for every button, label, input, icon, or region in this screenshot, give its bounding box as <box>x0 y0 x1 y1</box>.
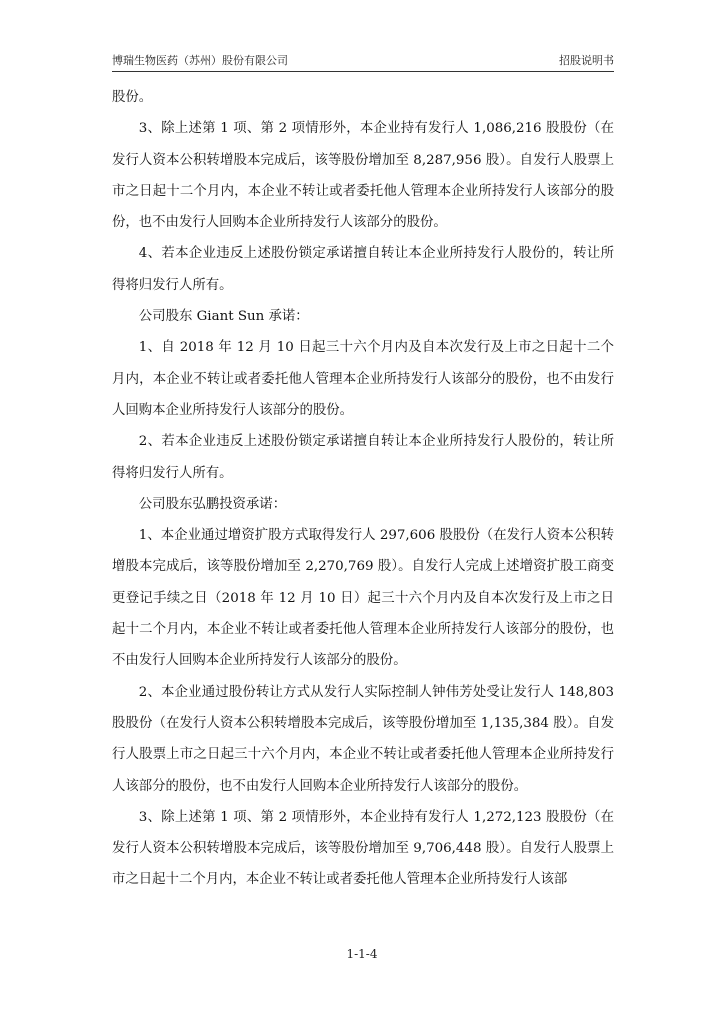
document-body <box>112 82 614 896</box>
paragraph-giant-sun-item-2: 2、若本企业违反上述股份锁定承诺擅自转让本企业所持发行人股份的，转让所得将归发行人所有。 <box>112 434 614 481</box>
paragraph-hongpeng-item-3: 3、除上述第 1 项、第 2 项情形外，本企业持有发行人 1,272,123 股股份（在发行人资本公积转增股本完成后，该等股份增加至 9,706,448 股）。自发行人股票上市之日起十二个月内，本企业不转让或者委托他人管理本企业所持发行人该部 <box>112 809 614 888</box>
paragraph-hongpeng-item-1: 1、本企业通过增资扩股方式取得发行人 297,606 股股份（在发行人资本公积转增股本完成后，该等股份增加至 2,270,769 股）。自发行人完成上述增资扩股工商变更登记手续之日（2018 年 12 月 10 日）起三十六个月内及自本次发行及上市之日起十二个月内，本企业不转让或者委托他人管理本企业所持发行人该部分的股份，也不由发行人回购本企业所持发行人该部分的股份。 <box>112 528 614 669</box>
page-header <box>112 52 614 70</box>
paragraph-giant-sun-heading: 公司股东 Giant Sun 承诺： <box>138 309 309 325</box>
header-document-title: 招股说明书 <box>559 54 614 67</box>
paragraph-item-3: 3、除上述第 1 项、第 2 项情形外，本企业持有发行人 1,086,216 股股份（在发行人资本公积转增股本完成后，该等股份增加至 8,287,956 股）。自发行人股票上市之日起十二个月内，本企业不转让或者委托他人管理本企业所持发行人该部分的股份，也不由发行人回购本企业所持发行人该部分的股份。 <box>112 121 614 231</box>
paragraph-continuation: 股份。 <box>112 90 153 105</box>
paragraph-hongpeng-item-2: 2、本企业通过股份转让方式从发行人实际控制人钟伟芳处受让发行人 148,803 股股份（在发行人资本公积转增股本完成后，该等股份增加至 1,135,384 股）。自发行人股票上市之日起三十六个月内，本企业不转让或者委托他人管理本企业所持发行人该部分的股份，也不由发行人回购本企业所持发行人该部分的股份。 <box>112 684 614 794</box>
paragraph-hongpeng-heading: 公司股东弘鹏投资承诺： <box>138 496 287 512</box>
paragraph-giant-sun-item-1: 1、自 2018 年 12 月 10 日起三十六个月内及自本次发行及上市之日起十二个月内，本企业不转让或者委托他人管理本企业所持发行人该部分的股份，也不由发行人回购本企业所持发行人该部分的股份。 <box>112 340 614 418</box>
header-company-name: 博瑞生物医药（苏州）股份有限公司 <box>112 54 288 67</box>
paragraph-item-4: 4、若本企业违反上述股份锁定承诺擅自转让本企业所持发行人股份的，转让所得将归发行人所有。 <box>112 246 614 293</box>
header-divider <box>112 71 614 72</box>
page-number: 1-1-4 <box>346 947 378 961</box>
